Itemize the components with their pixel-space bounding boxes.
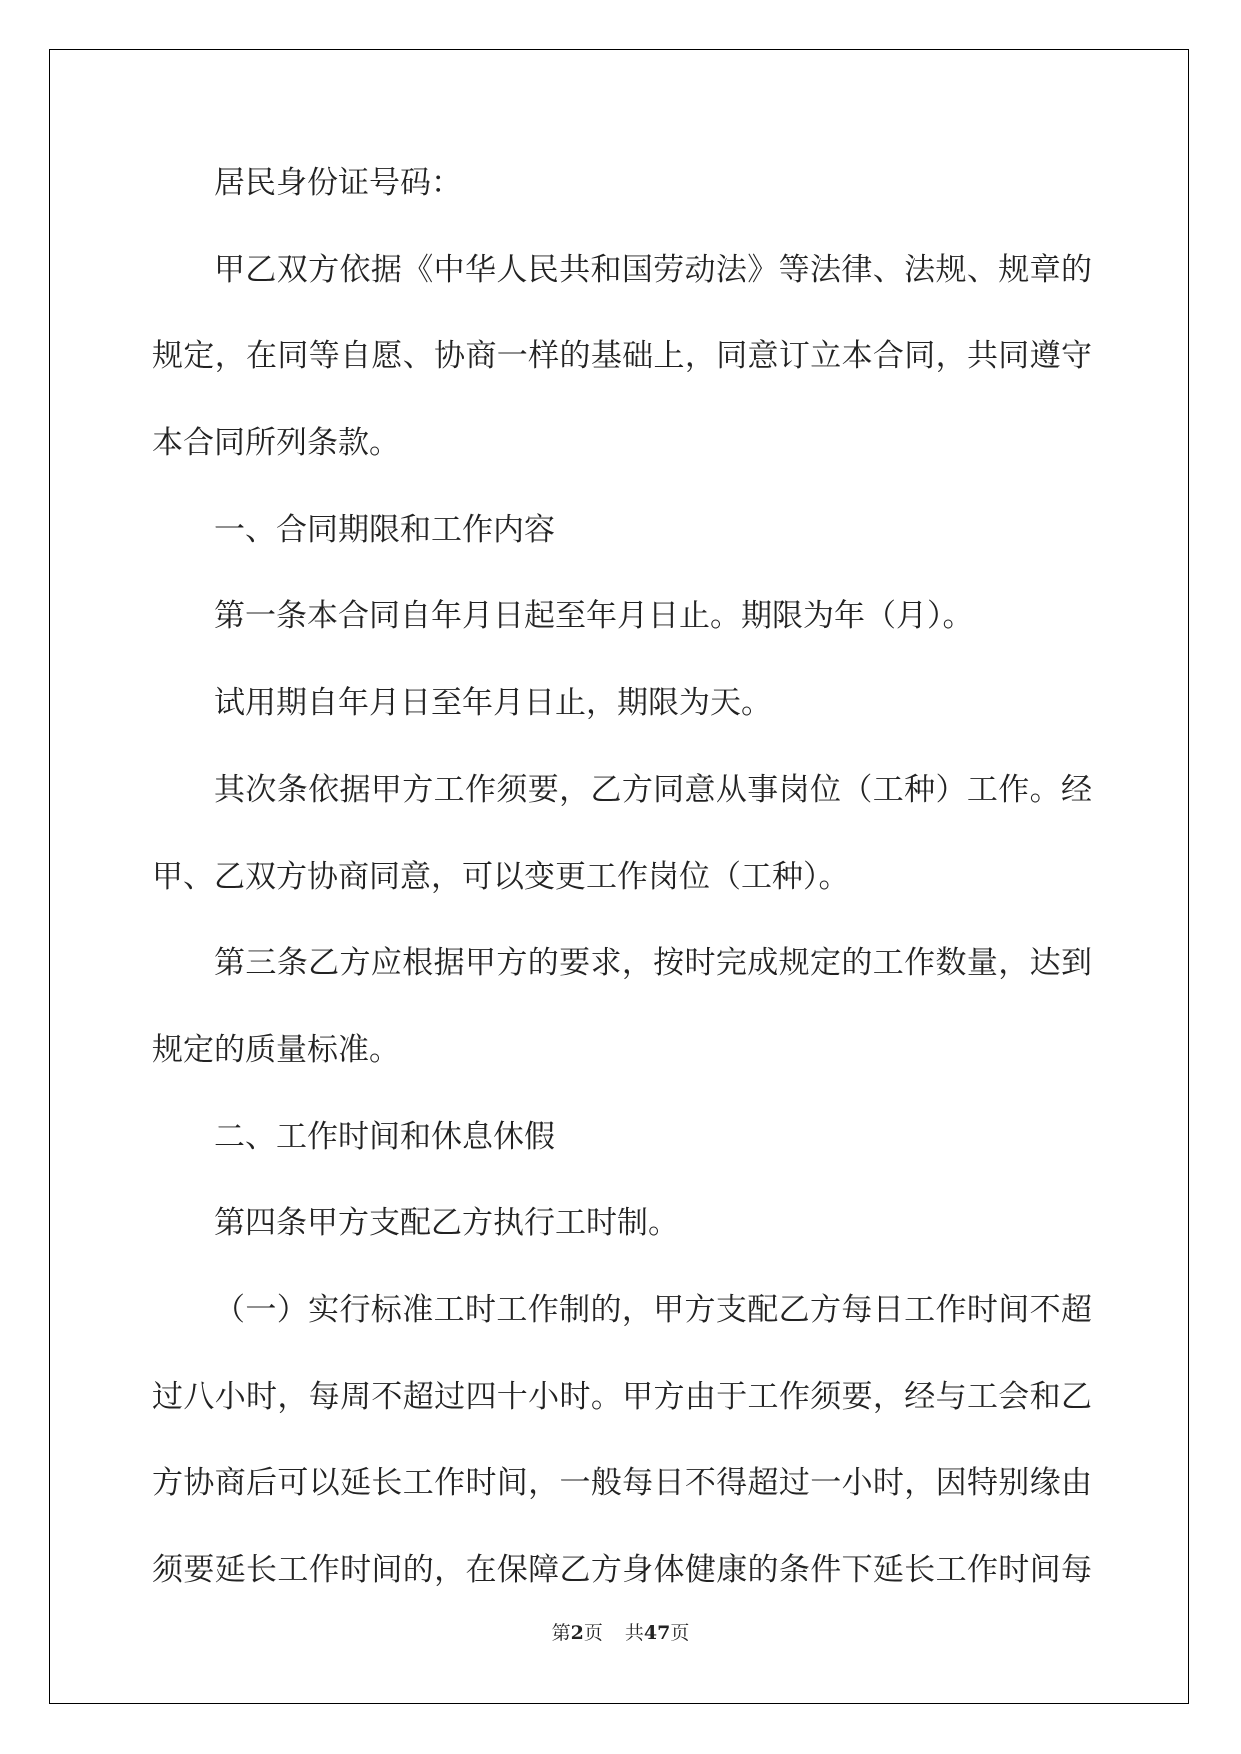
text-line: 居民身份证号码： [214,165,462,201]
text-line: 规定的质量标准。 [152,1031,400,1068]
text-line: 过八小时，每周不超过四十小时。甲方由于工作须要，经与工会和乙 [152,1378,1092,1415]
footer-total-pages: 47 [643,1622,671,1644]
document-body [152,158,1092,1632]
text-line: 本合同所列条款。 [152,425,400,462]
text-line: 规定，在同等自愿、协商一样的基础上，同意订立本合同，共同遵守 [152,338,1092,375]
text-line: 方协商后可以延长工作时间，一般每日不得超过一小时，因特别缘由 [152,1465,1092,1502]
footer-page-prefix: 第 [551,1622,571,1644]
section-heading: 一、合同期限和工作内容 [214,511,555,548]
footer-page-suffix: 页 [583,1622,603,1644]
text-line: 其次条依据甲方工作须要，乙方同意从事岗位（工种）工作。经 [214,771,1092,808]
text-line: 甲乙双方依据《中华人民共和国劳动法》等法律、法规、规章的 [214,251,1092,288]
text-line: 第三条乙方应根据甲方的要求，按时完成规定的工作数量，达到 [214,945,1092,982]
text-line: 第四条甲方支配乙方执行工时制。 [214,1205,679,1242]
text-line: 第一条本合同自年月日起至年月日止。期限为年（月）。 [214,598,974,635]
text-line: 试用期自年月日至年月日止，期限为天。 [214,685,772,722]
footer-page-number: 2 [570,1622,584,1644]
page-footer [0,1618,1241,1645]
footer-total-suffix: 页 [670,1622,690,1644]
footer-total-prefix: 共 [624,1622,644,1644]
section-heading: 二、工作时间和休息休假 [214,1118,555,1155]
text-line: 须要延长工作时间的，在保障乙方身体健康的条件下延长工作时间每 [152,1552,1092,1588]
text-line: （一）实行标准工时工作制的，甲方支配乙方每日工作时间不超 [214,1291,1092,1328]
text-line: 甲、乙双方协商同意，可以变更工作岗位（工种）。 [152,858,850,895]
